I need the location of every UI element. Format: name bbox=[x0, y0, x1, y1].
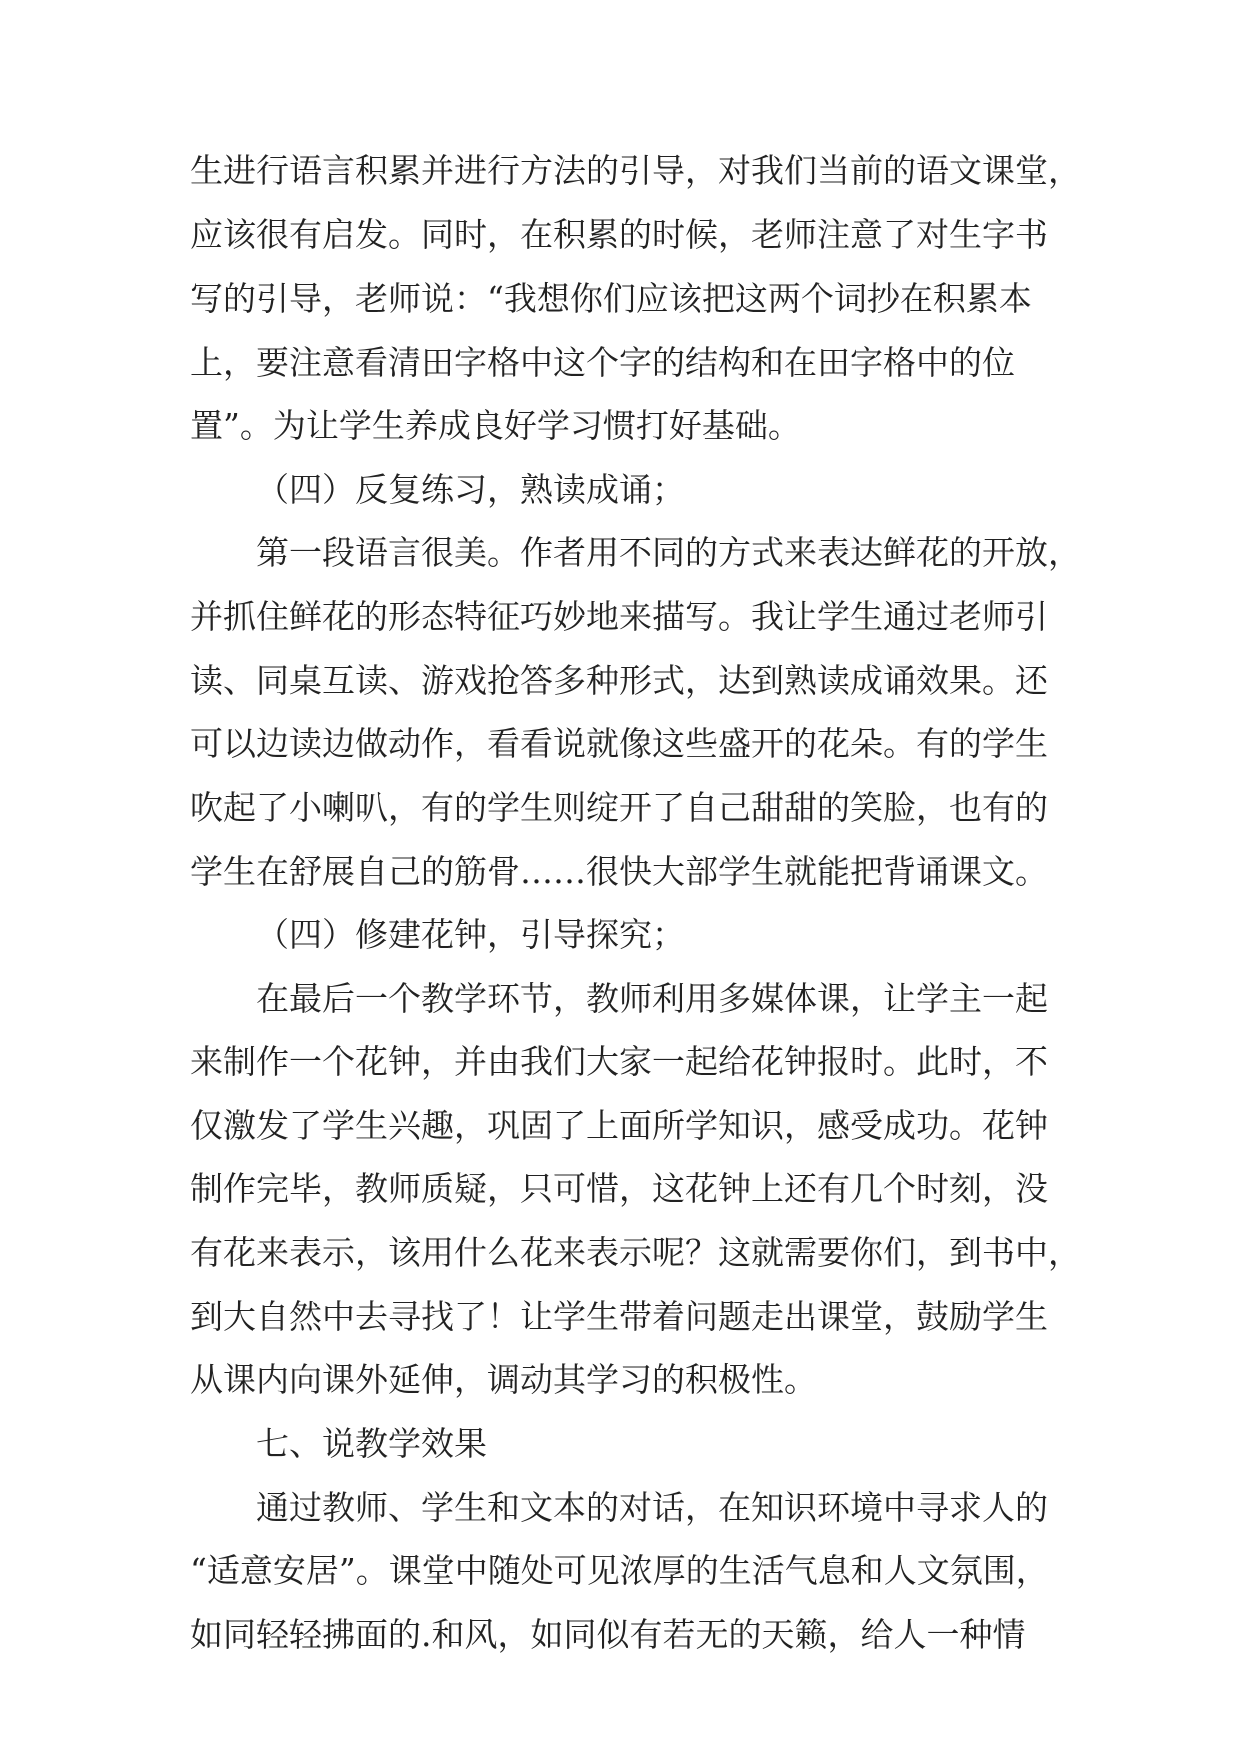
section-heading: （四）修建花钟，引导探究； bbox=[256, 915, 685, 954]
text-line: 仅激发了学生兴趣，巩固了上面所学知识，感受成功。花钟 bbox=[190, 1106, 1048, 1145]
text-line: 来制作一个花钟，并由我们大家一起给花钟报时。此时，不 bbox=[190, 1042, 1048, 1081]
text-line: 有花来表示，该用什么花来表示呢？这就需要你们，到书中， bbox=[190, 1233, 1081, 1272]
text-line: “适意安居”。课堂中随处可见浓厚的生活气息和人文氛围， bbox=[190, 1551, 1049, 1590]
text-line: 应该很有启发。同时，在积累的时候，老师注意了对生字书 bbox=[190, 215, 1048, 254]
text-line: 学生在舒展自己的筋骨……很快大部学生就能把背诵课文。 bbox=[190, 852, 1048, 891]
text-line: 置”。为让学生养成良好学习惯打好基础。 bbox=[190, 406, 801, 445]
section-heading: 七、说教学效果 bbox=[256, 1424, 487, 1463]
text-line: 可以边读边做动作，看看说就像这些盛开的花朵。有的学生 bbox=[190, 724, 1048, 763]
text-line: 如同轻轻拂面的.和风，如同似有若无的天籁，给人一种情 bbox=[190, 1615, 1026, 1654]
text-line: 上，要注意看清田字格中这个字的结构和在田字格中的位 bbox=[190, 343, 1015, 382]
text-line: 制作完毕，教师质疑，只可惜，这花钟上还有几个时刻，没 bbox=[190, 1169, 1048, 1208]
text-line: 生进行语言积累并进行方法的引导，对我们当前的语文课堂， bbox=[190, 151, 1081, 190]
text-line: 写的引导，老师说：“我想你们应该把这两个词抄在积累本 bbox=[190, 279, 1032, 318]
text-line: 从课内向课外延伸，调动其学习的积极性。 bbox=[190, 1360, 817, 1399]
text-line: 读、同桌互读、游戏抢答多种形式，达到熟读成诵效果。还 bbox=[190, 661, 1048, 700]
text-line: 并抓住鲜花的形态特征巧妙地来描写。我让学生通过老师引 bbox=[190, 597, 1048, 636]
text-line: 通过教师、学生和文本的对话，在知识环境中寻求人的 bbox=[256, 1488, 1048, 1527]
section-heading: （四）反复练习，熟读成诵； bbox=[256, 470, 685, 509]
text-line: 在最后一个教学环节，教师利用多媒体课，让学主一起 bbox=[256, 979, 1048, 1018]
text-line: 到大自然中去寻找了！让学生带着问题走出课堂，鼓励学生 bbox=[190, 1297, 1048, 1336]
text-line: 吹起了小喇叭，有的学生则绽开了自己甜甜的笑脸，也有的 bbox=[190, 788, 1048, 827]
text-line: 第一段语言很美。作者用不同的方式来表达鲜花的开放， bbox=[256, 533, 1081, 572]
